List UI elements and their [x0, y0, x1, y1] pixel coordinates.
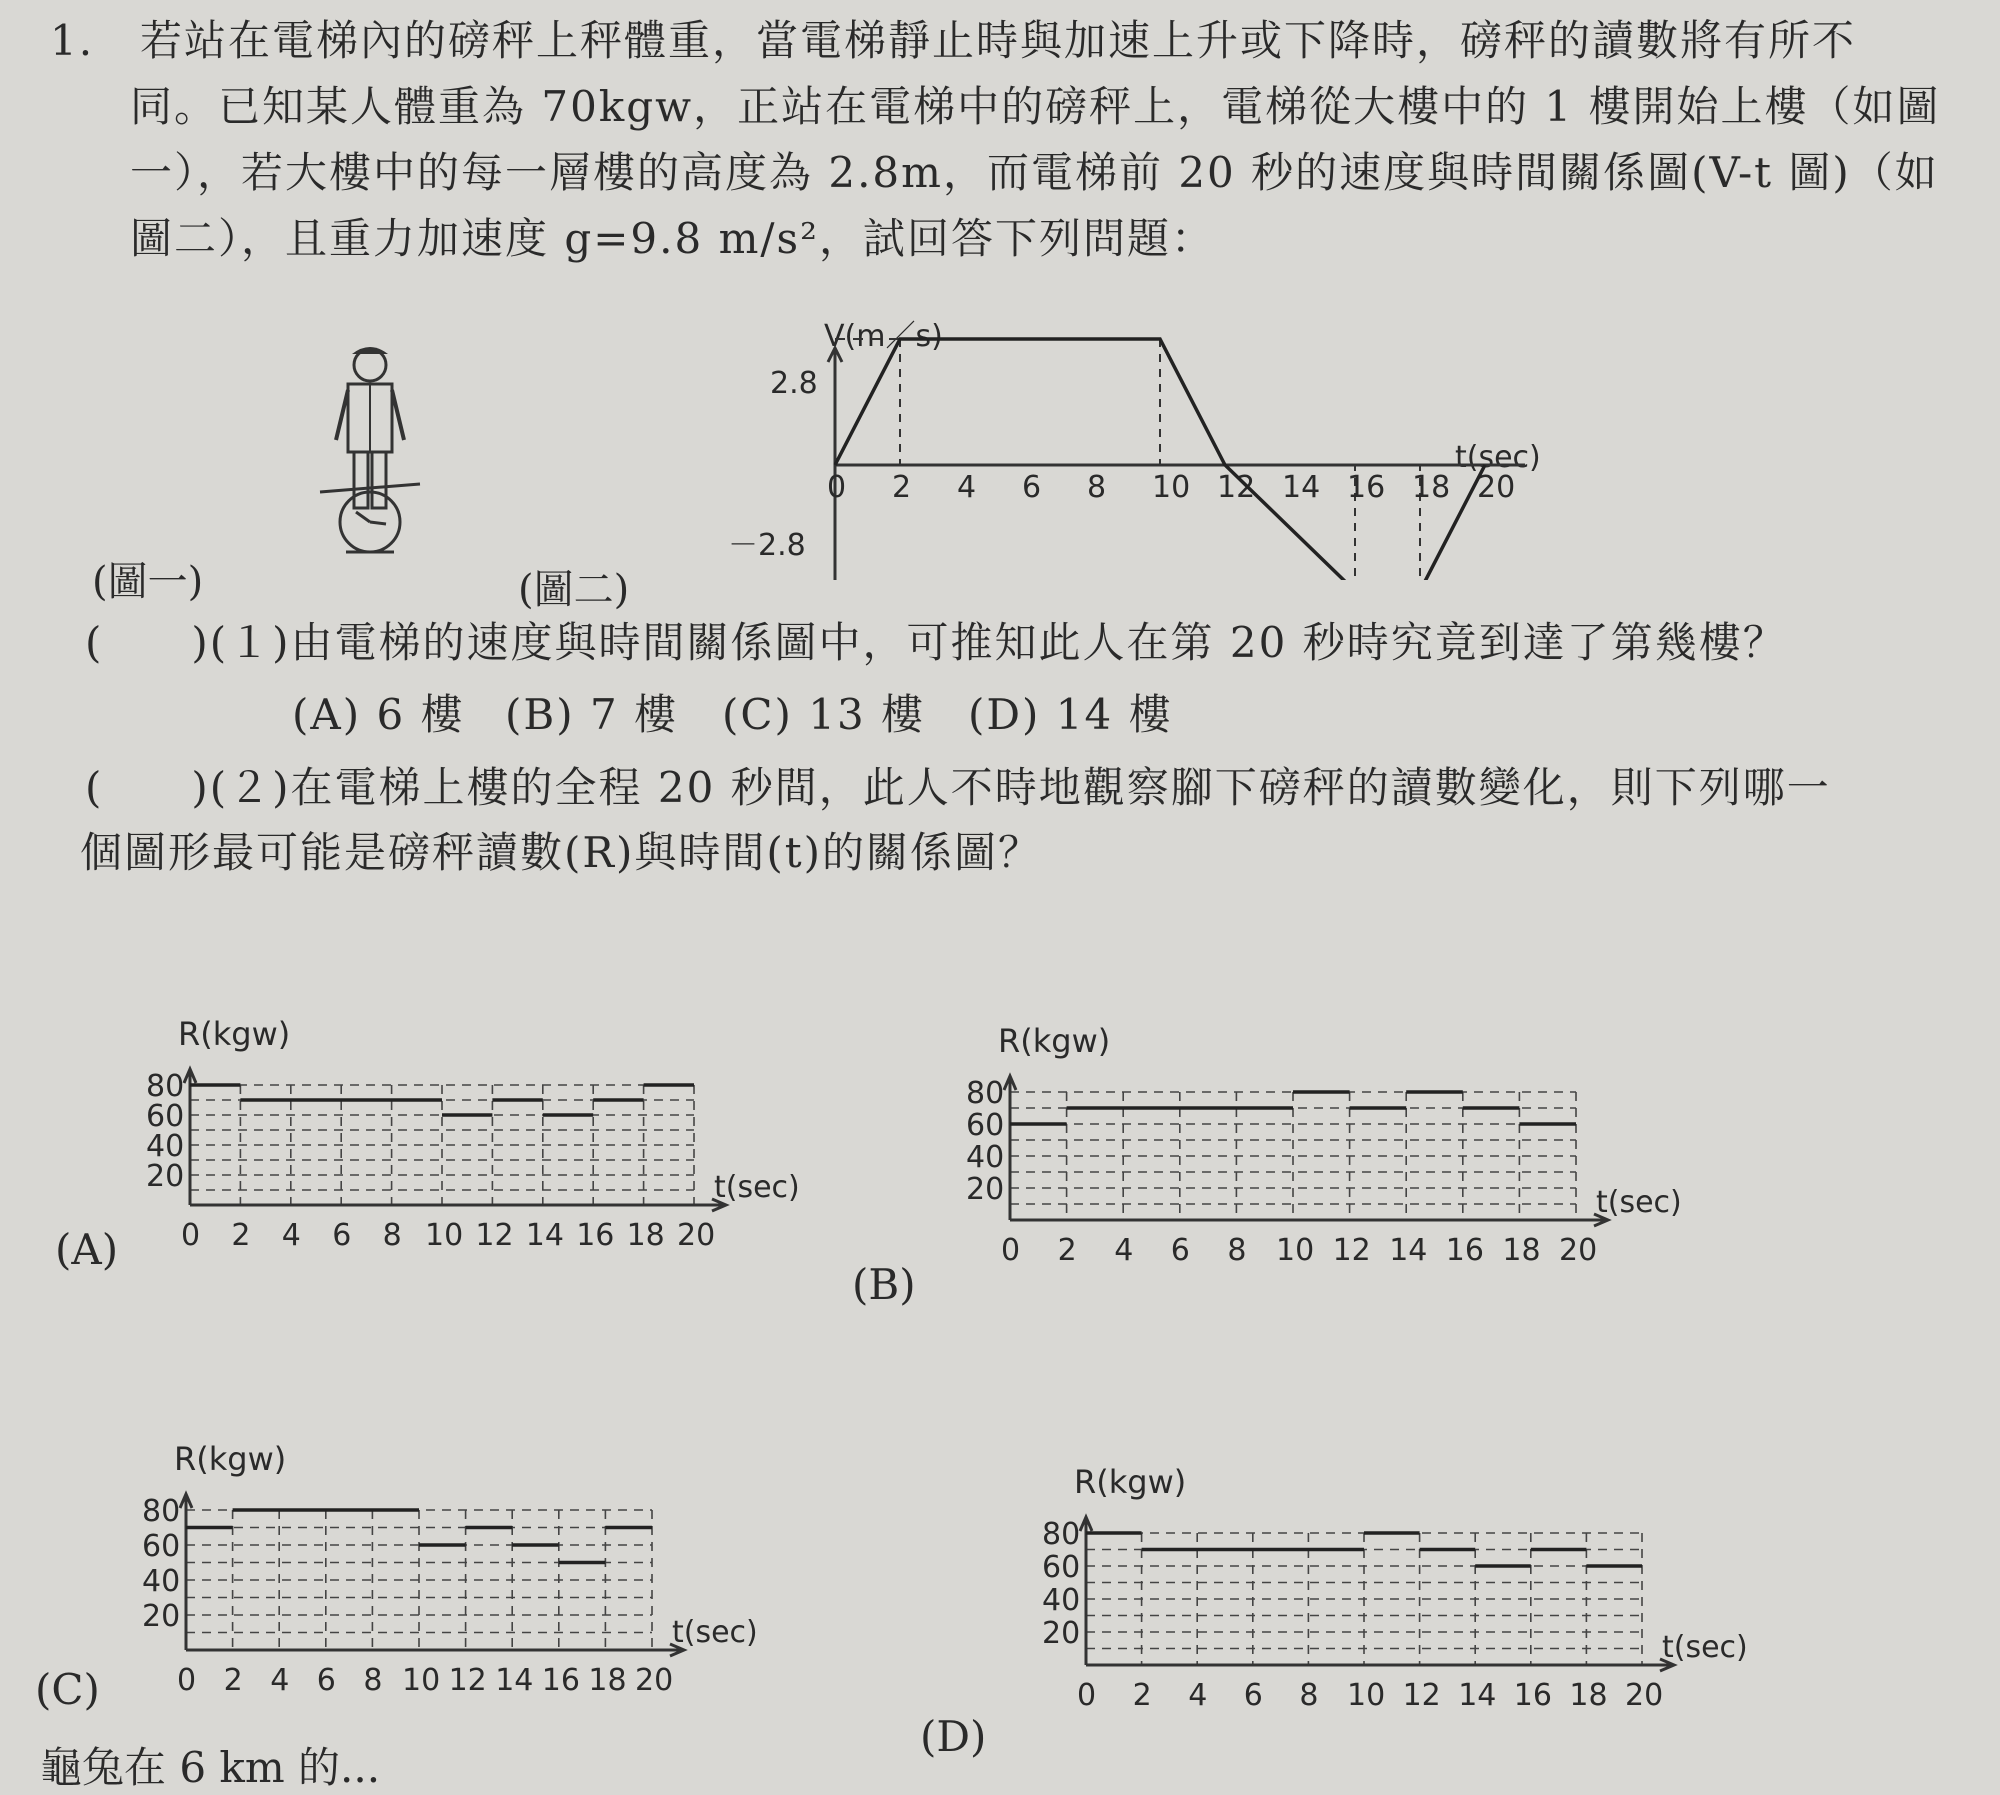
question-line-1: 若站在電梯內的磅秤上秤體重，當電梯靜止時與加速上升或下降時，磅秤的讀數將有所不 — [140, 16, 1857, 65]
r-chart-xtick-label: 6 — [316, 1663, 336, 1695]
r-chart-xtick-label: 18 — [1502, 1233, 1541, 1268]
r-chart-xtick-label: 8 — [1299, 1678, 1319, 1713]
r-chart-ylabel: R(kgw) — [178, 1015, 291, 1053]
r-chart-xtick-label: 20 — [1625, 1678, 1664, 1713]
r-chart-xtick-label: 20 — [1559, 1233, 1598, 1268]
sub1-option-b: (B) 7 樓 — [505, 690, 679, 739]
r-chart-xtick-label: 18 — [588, 1663, 627, 1695]
r-chart-xlabel: t(sec) — [1662, 1630, 1748, 1665]
vt-xtick-label: 0 — [827, 470, 847, 505]
vt-xtick-label: 14 — [1282, 470, 1321, 505]
r-chart-xtick-label: 14 — [1458, 1678, 1497, 1713]
r-chart-xtick-label: 0 — [1001, 1233, 1021, 1268]
r-chart-xtick-label: 4 — [270, 1663, 290, 1695]
r-chart-ylabel: R(kgw) — [998, 1022, 1111, 1060]
r-chart-xtick-label: 6 — [1170, 1233, 1190, 1268]
r-chart-ytick-label: 80 — [142, 1494, 181, 1529]
r-chart-xtick-label: 16 — [576, 1218, 615, 1253]
r-chart-ytick-label: 80 — [146, 1069, 185, 1104]
r-chart-ytick-label: 40 — [966, 1140, 1005, 1175]
vt-ytick-pos: 2.8 — [770, 366, 818, 401]
vt-ylabel: V(m／s) — [824, 319, 943, 354]
r-chart-xtick-label: 4 — [281, 1218, 301, 1253]
r-chart-xtick-label: 14 — [525, 1218, 564, 1253]
sub-question-2-line-1: ( )(２)在電梯上樓的全程 20 秒間，此人不時地觀察腳下磅秤的讀數變化，則下列哪一 — [85, 763, 1831, 812]
r-chart-ytick-label: 60 — [146, 1099, 185, 1134]
vt-xtick-label: 16 — [1347, 470, 1386, 505]
r-chart-ytick-label: 80 — [966, 1076, 1005, 1111]
r-chart-xtick-label: 20 — [677, 1218, 716, 1253]
r-chart-xtick-label: 2 — [231, 1218, 251, 1253]
vt-xlabel: t(sec) — [1455, 440, 1541, 475]
figure-2-label: (圖二) — [518, 567, 630, 613]
r-chart-xlabel: t(sec) — [672, 1615, 758, 1650]
vt-xtick-label: 12 — [1217, 470, 1256, 505]
r-chart-xtick-label: 8 — [363, 1663, 383, 1695]
vt-xtick-label: 2 — [892, 470, 912, 505]
option-d-chart — [1030, 1425, 1760, 1715]
r-chart-xtick-label: 16 — [1513, 1678, 1552, 1713]
vt-xtick-label: 20 — [1477, 470, 1516, 505]
r-chart-xtick-label: 12 — [448, 1663, 487, 1695]
sub-question-1: ( )(１)由電梯的速度與時間關係圖中，可推知此人在第 20 秒時究竟到達了第幾樓？ — [85, 618, 1787, 667]
r-chart-ytick-label: 20 — [142, 1599, 181, 1634]
sub1-option-c: (C) 13 樓 — [722, 690, 926, 739]
r-chart-xtick-label: 6 — [332, 1218, 352, 1253]
question-number: 1. — [50, 16, 95, 65]
next-question-fragment: 龜兔在 6 km 的... — [40, 1743, 381, 1792]
vt-xtick-label: 10 — [1152, 470, 1191, 505]
figure-1-label: (圖一) — [92, 559, 204, 605]
r-chart-xtick-label: 12 — [1332, 1233, 1371, 1268]
r-chart-ytick-label: 60 — [142, 1529, 181, 1564]
r-chart-xtick-label: 18 — [626, 1218, 665, 1253]
r-chart-xtick-label: 4 — [1114, 1233, 1134, 1268]
vt-xtick-label: 6 — [1022, 470, 1042, 505]
r-chart-xtick-label: 4 — [1188, 1678, 1208, 1713]
sub-question-2-line-2: 個圖形最可能是磅秤讀數(R)與時間(t)的關係圖？ — [80, 828, 1043, 877]
sub1-option-a: (A) 6 樓 — [292, 690, 465, 739]
option-a-label: (A) — [55, 1225, 119, 1274]
r-chart-ytick-label: 60 — [1042, 1550, 1081, 1585]
question-line-2: 同。已知某人體重為 70kgw，正站在電梯中的磅秤上，電梯從大樓中的 1 樓開始上樓（如圖 — [130, 82, 1941, 131]
r-chart-xtick-label: 10 — [1276, 1233, 1315, 1268]
vt-xtick-label: 4 — [957, 470, 977, 505]
r-chart-xtick-label: 18 — [1569, 1678, 1608, 1713]
r-chart-xtick-label: 10 — [425, 1218, 464, 1253]
r-chart-xtick-label: 10 — [1347, 1678, 1386, 1713]
r-chart-xtick-label: 2 — [1057, 1233, 1077, 1268]
r-chart-xtick-label: 16 — [1445, 1233, 1484, 1268]
r-chart-xtick-label: 0 — [181, 1218, 201, 1253]
question-line-3: 一），若大樓中的每一層樓的高度為 2.8m，而電梯前 20 秒的速度與時間關係圖(V-t 圖)（如 — [130, 148, 1939, 197]
question-line-4: 圖二），且重力加速度 g=9.8 m/s²，試回答下列問題： — [130, 214, 1215, 263]
r-chart-ytick-label: 40 — [146, 1129, 185, 1164]
r-chart-ylabel: R(kgw) — [174, 1440, 287, 1478]
r-chart-ytick-label: 80 — [1042, 1517, 1081, 1552]
r-chart-xtick-label: 6 — [1243, 1678, 1263, 1713]
r-chart-ylabel: R(kgw) — [1074, 1463, 1187, 1501]
option-b-chart — [950, 975, 1690, 1275]
r-chart-ytick-label: 60 — [966, 1108, 1005, 1143]
r-chart-xtick-label: 14 — [495, 1663, 534, 1695]
r-chart-xlabel: t(sec) — [714, 1170, 800, 1205]
r-chart-xtick-label: 16 — [541, 1663, 580, 1695]
velocity-time-chart — [720, 310, 1580, 580]
r-chart-xtick-label: 8 — [382, 1218, 402, 1253]
r-chart-xtick-label: 14 — [1389, 1233, 1428, 1268]
r-chart-xtick-label: 20 — [635, 1663, 674, 1695]
r-chart-ytick-label: 40 — [1042, 1583, 1081, 1618]
option-c-label: (C) — [35, 1665, 100, 1714]
option-a-chart — [140, 965, 840, 1255]
sub1-option-d: (D) 14 樓 — [968, 690, 1173, 739]
r-chart-ytick-label: 20 — [966, 1172, 1005, 1207]
vt-ytick-neg: －2.8 — [728, 528, 806, 563]
r-chart-ytick-label: 20 — [1042, 1616, 1081, 1651]
option-d-label: (D) — [920, 1712, 987, 1761]
r-chart-xtick-label: 0 — [1077, 1678, 1097, 1713]
vt-xtick-label: 18 — [1412, 470, 1451, 505]
r-chart-xtick-label: 12 — [1402, 1678, 1441, 1713]
r-chart-ytick-label: 40 — [142, 1564, 181, 1599]
r-chart-xtick-label: 10 — [402, 1663, 441, 1695]
option-c-chart — [130, 1375, 890, 1695]
r-chart-xtick-label: 0 — [177, 1663, 197, 1695]
r-chart-xtick-label: 8 — [1227, 1233, 1247, 1268]
vt-xtick-label: 8 — [1087, 470, 1107, 505]
r-chart-xtick-label: 2 — [1132, 1678, 1152, 1713]
r-chart-xlabel: t(sec) — [1596, 1185, 1682, 1220]
r-chart-xtick-label: 2 — [223, 1663, 243, 1695]
option-b-label: (B) — [852, 1260, 916, 1309]
r-chart-xtick-label: 12 — [475, 1218, 514, 1253]
r-chart-ytick-label: 20 — [146, 1159, 185, 1194]
person-on-scale-figure — [300, 340, 440, 560]
